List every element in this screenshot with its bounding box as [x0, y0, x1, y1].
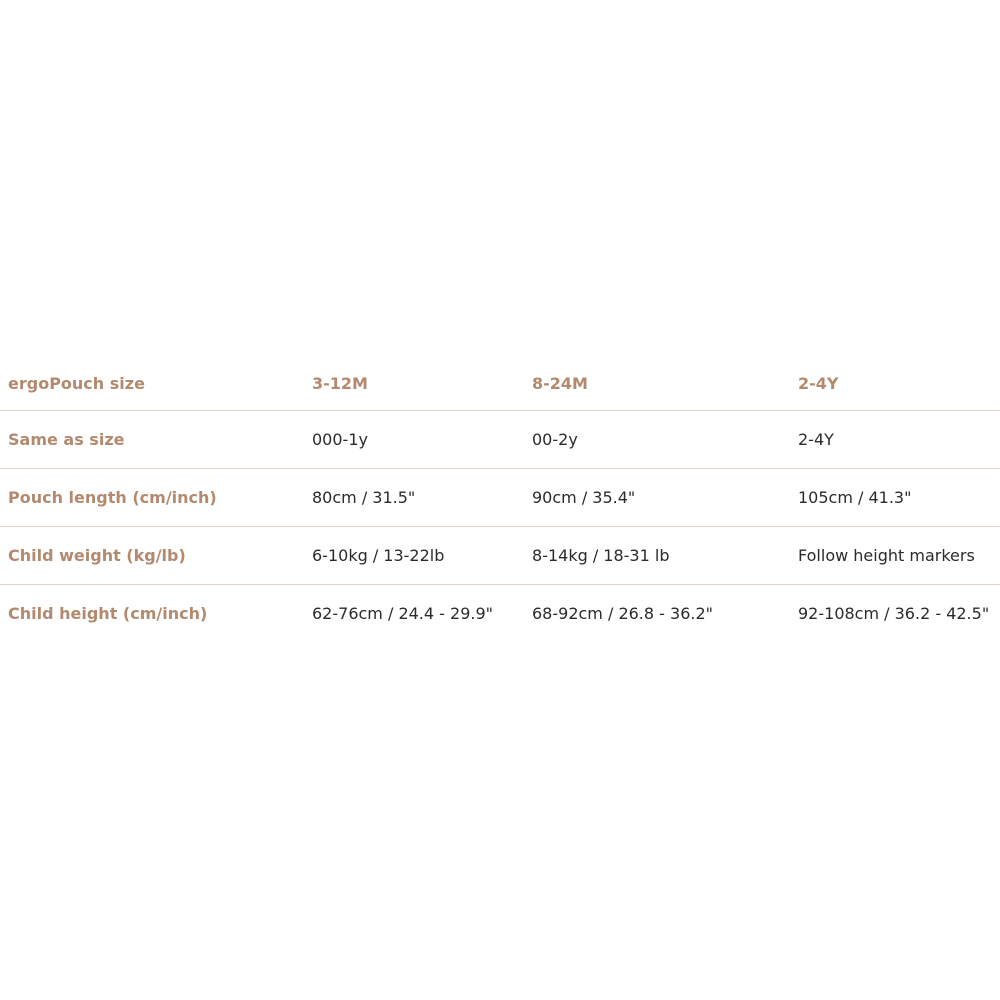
row-label: Same as size [0, 411, 312, 469]
row-value: 2-4Y [798, 411, 1000, 469]
row-label: Child weight (kg/lb) [0, 527, 312, 585]
row-value: 62-76cm / 24.4 - 29.9" [312, 604, 493, 623]
header-size-3-12m: 3-12M [312, 356, 532, 411]
header-size-8-24m: 8-24M [532, 356, 798, 411]
row-value: 000-1y [312, 411, 532, 469]
size-chart-table [0, 356, 1000, 642]
row-label: Child height (cm/inch) [8, 604, 208, 623]
row-value: 68-92cm / 26.8 - 36.2" [532, 604, 713, 623]
table-header [0, 356, 1000, 411]
table-row-same-as-size [0, 411, 1000, 469]
row-value: 8-14kg / 18-31 lb [532, 527, 798, 585]
table-row-child-weight [0, 527, 1000, 585]
row-value: 92-108cm / 36.2 - 42.5" [798, 604, 990, 623]
table-row-child-height [0, 585, 1000, 643]
header-size-2-4y: 2-4Y [798, 356, 1000, 411]
header-label-cell: ergoPouch size [0, 356, 312, 411]
row-value: 105cm / 41.3" [798, 469, 1000, 527]
row-value: Follow height markers [798, 527, 1000, 585]
row-value: 80cm / 31.5" [312, 469, 532, 527]
row-label: Pouch length (cm/inch) [0, 469, 312, 527]
header-row [0, 356, 1000, 411]
table-body [0, 411, 1000, 643]
row-value: 6-10kg / 13-22lb [312, 527, 532, 585]
row-value: 00-2y [532, 411, 798, 469]
table-row-pouch-length [0, 469, 1000, 527]
row-value: 90cm / 35.4" [532, 469, 798, 527]
